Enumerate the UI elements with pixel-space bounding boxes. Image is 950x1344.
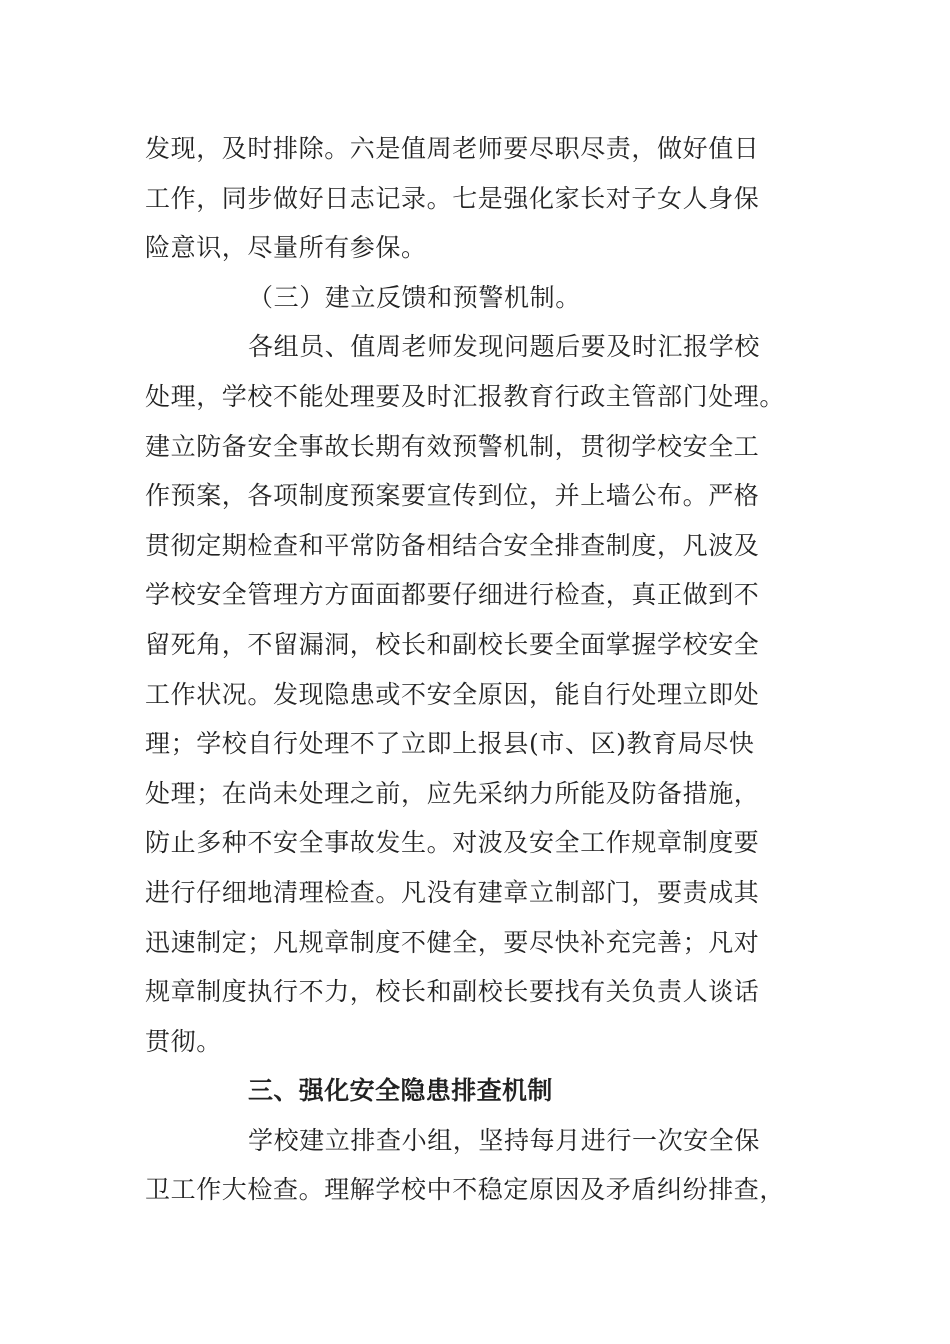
text-line: 处理，学校不能处理要及时汇报教育行政主管部门处理。: [145, 381, 786, 411]
text-line: 作预案，各项制度预案要宣传到位，并上墙公布。严格: [145, 481, 760, 511]
text-line: 发现，及时排除。六是值周老师要尽职尽责，做好值日: [145, 134, 760, 163]
paragraph-continuation: [145, 124, 810, 273]
text-line: 建立防备安全事故长期有效预警机制，贯彻学校安全工: [145, 431, 760, 461]
section-heading: 三、强化安全隐患排查机制: [248, 1076, 553, 1106]
text-line: 处理；在尚未处理之前，应先采纳力所能及防备措施，: [145, 778, 760, 808]
text-line: 学校安全管理方方面面都要仔细进行检查，真正做到不: [145, 580, 760, 610]
text-line: 工作状况。发现隐患或不安全原因，能自行处理立即处: [145, 679, 760, 709]
text-line: 贯彻。: [145, 1026, 222, 1056]
text-line: 理；学校自行处理不了立即上报县(市、区)教育局尽快: [145, 729, 755, 759]
text-line: 险意识，尽量所有参保。: [145, 233, 427, 263]
paragraph-inspection: [145, 1116, 810, 1215]
text-line: 迅速制定；凡规章制度不健全，要尽快补充完善；凡对: [145, 927, 760, 957]
text-line: 规章制度执行不力，校长和副校长要找有关负责人谈话: [145, 977, 760, 1007]
text-line: 工作，同步做好日志记录。七是强化家长对子女人身保: [145, 183, 760, 213]
text-line: 防止多种不安全事故发生。对波及安全工作规章制度要: [145, 828, 760, 858]
text-line: 各组员、值周老师发现问题后要及时汇报学校: [248, 332, 761, 362]
text-line: 贯彻定期检查和平常防备相结合安全排查制度，凡波及: [145, 530, 760, 560]
paragraph-feedback-warning: [145, 322, 810, 1066]
subheading-feedback-warning: （三）建立反馈和预警机制。: [248, 282, 581, 312]
document-body: [145, 124, 810, 1215]
text-line: 学校建立排查小组，坚持每月进行一次安全保: [248, 1125, 761, 1155]
text-line: 进行仔细地清理检查。凡没有建章立制部门，要责成其: [145, 877, 760, 907]
text-line: 卫工作大检查。理解学校中不稳定原因及矛盾纠纷排查，: [145, 1175, 786, 1205]
text-line: 留死角，不留漏洞，校长和副校长要全面掌握学校安全: [145, 629, 760, 659]
